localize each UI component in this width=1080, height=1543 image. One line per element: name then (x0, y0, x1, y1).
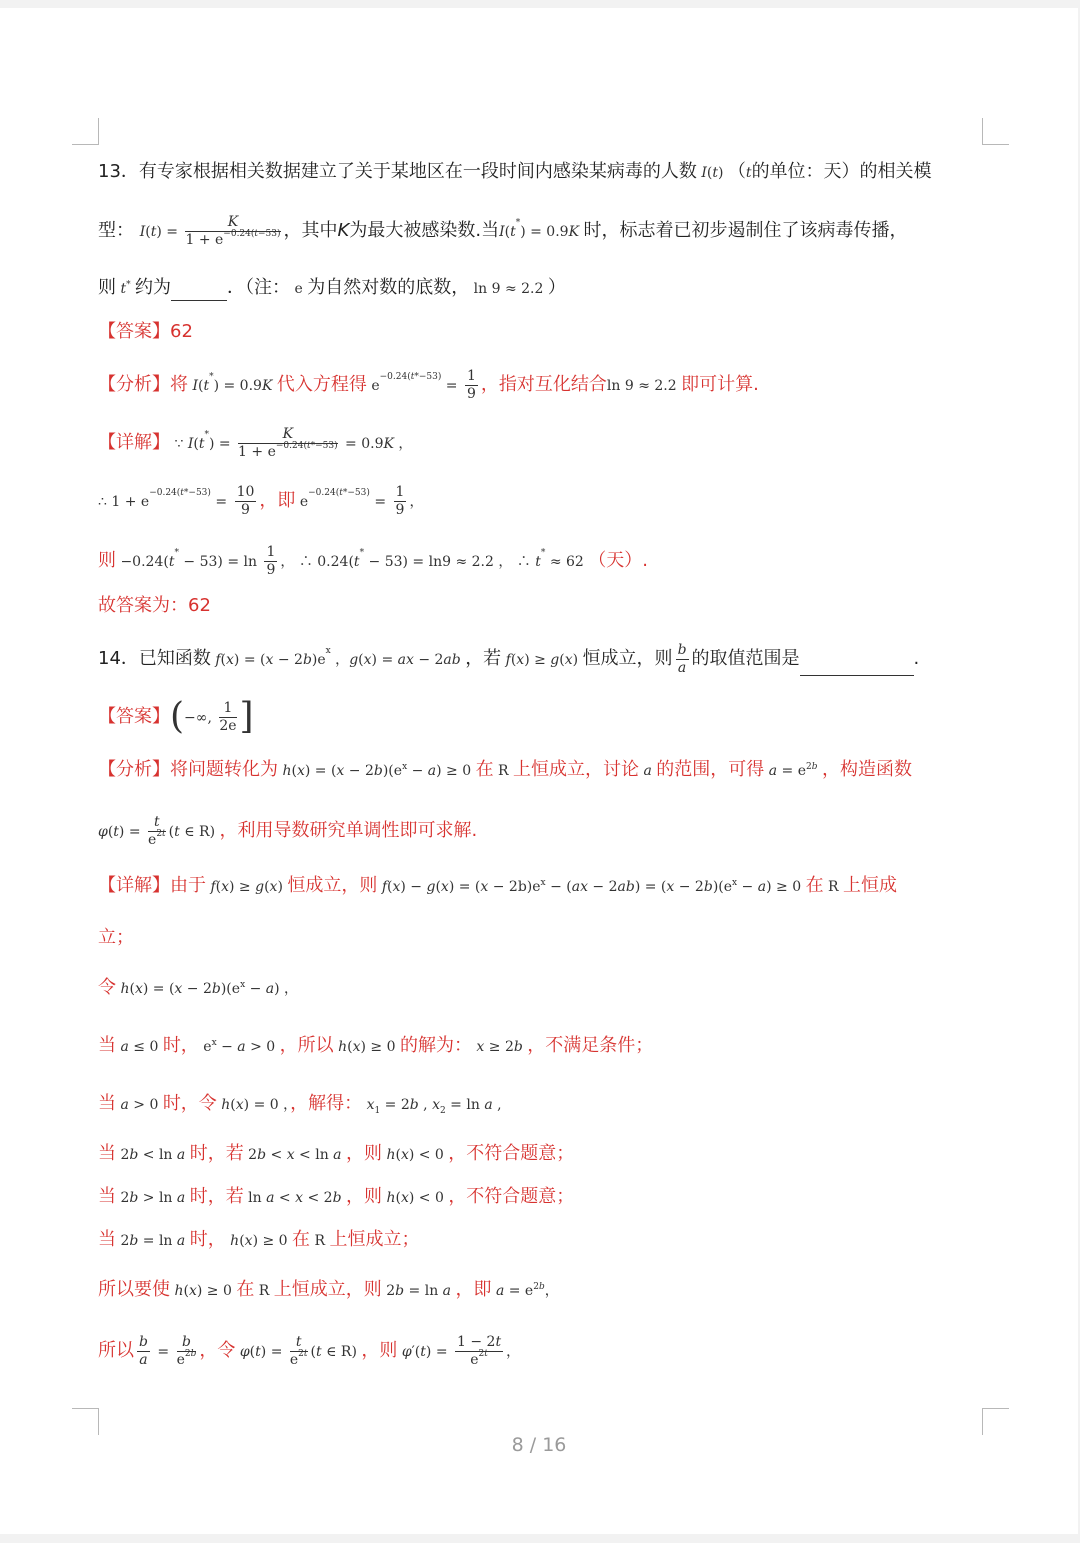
q14-answer: 【答案】(−∞, $\frac{1}{2e}$ ] (98, 696, 254, 738)
q14-case-5: 当 2b = ln a 时， h(x) ≥ 0 在 R 上恒成立； (98, 1229, 420, 1250)
page-number: 8 / 16 (511, 1434, 567, 1456)
q14-case-3: 当 2b < ln a 时，若 2b < x < ln a ，则 h(x) < 0 ，不符合题意； (98, 1143, 575, 1164)
q13-detail-line-3: 则 −0.24(t* − 53) = ln $\frac{1}{9}$ ， ∴ 0.24(t* − 53) = ln9 ≈ 2.2 ， ∴ t* ≈ 62 （天）. (98, 544, 649, 579)
answer-blank (800, 657, 914, 676)
q14-detail-line-1: 【详解】由于 f(x) ≥ g(x) 恒成立，则 $f(x) - g(x) = (x - 2b)e^x - (ax - 2ab) = (x - 2b)(e^x - a) \ge 0$ 在 R 上恒成 (98, 875, 898, 896)
crop-mark-top-right (982, 118, 1009, 145)
q14-case-4: 当 2b > ln a 时，若 ln a < x < 2b ，则 h(x) < 0 ，不符合题意； (98, 1186, 575, 1207)
q14-line-1: 14．已知函数 $f(x) = (x - 2b)e^x$ ，g(x) = ax − 2ab ，若 f(x) ≥ g(x) 恒成立，则 $\frac{b}{a}$ 的取值范围是 . (98, 642, 920, 677)
crop-mark-bottom-right (982, 1408, 1009, 1435)
q14-case-1: 当 a ≤ 0 时， $e^x - a > 0$ ，所以 h(x) ≥ 0 的解为： x ≥ 2b ，不满足条件； (98, 1035, 654, 1056)
document-page (0, 8, 1078, 1534)
q13-analysis: 【分析】将 I(t*) = 0.9K 代入方程得 $e^{-0.24(t*-53)}$ = $\frac{1}{9}$ ，指对互化结合ln 9 ≈ 2.2 即可计算. (98, 368, 759, 403)
q13-line-3: 则 t* 约为 ．（注： e 为自然对数的底数， ln 9 ≈ 2.2 ） (98, 276, 566, 301)
q14-case-2: 当 a > 0 时，令 h(x) = 0 ，，解得： $x_1 = 2b$ , $x_2 = \ln a$ , (98, 1093, 502, 1116)
q13-conclusion: 故答案为：62 (98, 595, 211, 616)
q13-line-1: 13．有专家根据相关数据建立了关于某地区在一段时间内感染某病毒的人数 I(t) （t的单位：天）的相关模 (98, 161, 932, 182)
q13-answer: 【答案】62 (98, 321, 193, 342)
crop-mark-bottom-left (72, 1408, 99, 1435)
q14-case-6: 所以要使 h(x) ≥ 0 在 R 上恒成立，则 2b = ln a ，即 $a = e^{2b}$， (98, 1279, 559, 1300)
q14-case-7: 所以 $\frac{b}{a}$ = $\frac{b}{e^{2b}}$ ，令 φ(t) = $\frac{t}{e^{2t}}$ (t ∈ R) ，则 φ′(t) = $\frac{1 - 2t}{e^{2t}}$ ， (98, 1334, 521, 1369)
q13-detail-line-2: ∴ $1 + e^{-0.24(t*-53)}$ = $\frac{10}{9}$ ，即 $e^{-0.24(t*-53)}$ = $\frac{1}{9}$ ， (98, 484, 424, 519)
q13-detail-line-1: 【详解】 ∵ I(t*) = $\frac{K}{1 + e^{-0.24(t*-53)}}$ = 0.9K ， (98, 426, 413, 461)
q13-line-2: 型： I(t) = $\frac{K}{1 + e^{-0.24(t-53)}}$ ，其中K为最大被感染数.当I(t*) = 0.9K 时，标志着已初步遏制住了该病毒传播， (98, 214, 908, 249)
q14-detail-line-2: 立； (98, 927, 134, 948)
q13-model-fraction: $\frac{K}{1 + e^{-0.24(t-53)}}$ (185, 214, 281, 249)
answer-blank (171, 282, 227, 301)
q14-analysis-line-2: φ(t) = $\frac{t}{e^{2t}}$ (t ∈ R) ，利用导数研究单调性即可求解. (98, 814, 478, 849)
q14-detail-let-h: 令 $h(x) = (x - 2b)(e^x - a)$ ， (98, 977, 299, 998)
q14-analysis-line-1: 【分析】将问题转化为 $h(x) = (x - 2b)(e^x - a) \ge 0$ 在 R 上恒成立，讨论 a 的范围，可得 $a = e^{2b}$ ，构造函数 (98, 759, 912, 780)
crop-mark-top-left (72, 118, 99, 145)
